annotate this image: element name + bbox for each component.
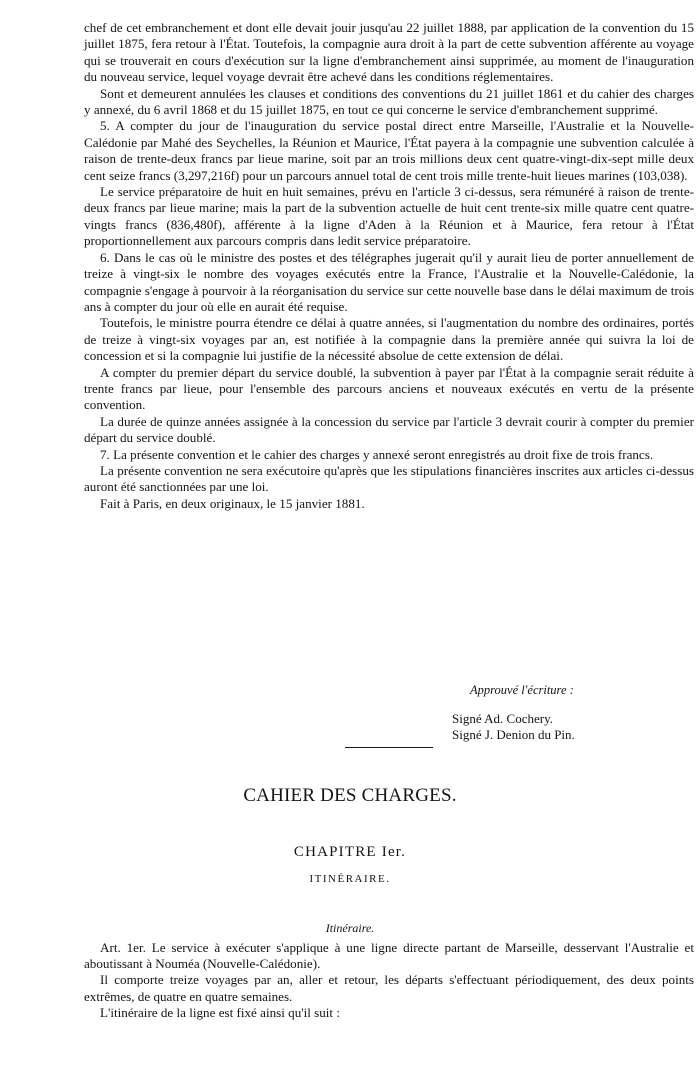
paragraph: Il comporte treize voyages par an, aller et retour, les départs s'effectuant périodiquement, des deux points extrêmes, de quatre en quatre semaines.	[84, 972, 694, 1004]
convention-text	[84, 20, 694, 512]
chapter-heading: CHAPITRE Ier.	[293, 844, 407, 860]
paragraph: Toutefois, le ministre pourra étendre ce délai à quatre années, si l'augmentation du nombre des ordinaires, portés de treize à vingt-six voyages par an, est notifiée à la compagnie dans la première année qui suivra la loi de concession et si la compagnie lui justifie de la nécessité absolue de cette extension de délai.	[84, 315, 694, 364]
paragraph-article-5: 5. A compter du jour de l'inauguration du service postal direct entre Marseille, l'Australie et la Nouvelle-Calédonie par Mahé des Seychelles, la Réunion et Maurice, l'État payera à la compagnie une subvention calculée à raison de trente-deux francs par lieue marine, soit par an trois millions deux cent quatre-vingt-dix-sept mille deux cent seize francs (3,297,216f) pour un parcours annuel total de cent trois mille trente-huit lieues marines (103,038).	[84, 118, 694, 183]
approval-note: Approuvé l'écriture :	[470, 683, 574, 697]
paragraph: L'itinéraire de la ligne est fixé ainsi qu'il suit :	[100, 1004, 340, 1020]
subsection-heading: Itinéraire.	[325, 921, 375, 935]
paragraph: A compter du premier départ du service doublé, la subvention à payer par l'État à la compagnie serait réduite à trente francs par lieue, pour l'ensemble des parcours anciens et nouveaux exécutés en vertu de la présente convention.	[84, 364, 694, 413]
paragraph: chef de cet embranchement et dont elle devait jouir jusqu'au 22 juillet 1888, par application de la convention du 15 juillet 1875, fera retour à l'État. Toutefois, la compagnie aura droit à la part de cette subvention afférente au voyage qui se trouverait en cours d'exécution sur la ligne d'embranchement ainsi supprimée, au moment de l'inauguration du nouveau service, lequel voyage devrait être achevé dans les conditions réglementaires.	[84, 20, 694, 85]
paragraph-article-7: 7. La présente convention et le cahier des charges y annexé seront enregistrés au droit fixe de trois francs.	[100, 446, 654, 462]
paragraph-article-1: Art. 1er. Le service à exécuter s'applique à une ligne directe partant de Marseille, desservant l'Australie et aboutissant à Nouméa (Nouvelle-Calédonie).	[84, 940, 694, 972]
paragraph: La durée de quinze années assignée à la concession du service par l'article 3 devrait courir à compter du premier départ du service doublé.	[84, 413, 694, 446]
article-1-text	[84, 940, 694, 1021]
paragraph-article-6: 6. Dans le cas où le ministre des postes et des télégraphes jugerait qu'il y aurait lieu de porter annuellement de treize à vingt-six le nombre des voyages exécutés entre la France, l'Australie et la Nouvelle-Calédonie, la compagnie s'engage à pourvoir à la réorganisation du service sur cette nouvelle base dans le délai maximum de trois ans à compter du jour où elle en aurait été requise.	[84, 249, 694, 314]
paragraph: Sont et demeurent annulées les clauses et conditions des conventions du 21 juillet 1861 et du cahier des charges y annexé, du 6 avril 1868 et du 15 juillet 1875, en tout ce qui concerne le service d'embranchement supprimé.	[84, 85, 694, 118]
chapter-subtitle: ITINÉRAIRE.	[309, 873, 391, 885]
signature-cochery: Signé Ad. Cochery.	[452, 711, 553, 726]
divider	[345, 747, 433, 748]
signature-denion: Signé J. Denion du Pin.	[452, 727, 575, 742]
section-title: CAHIER DES CHARGES.	[243, 785, 457, 806]
paragraph: Le service préparatoire de huit en huit semaines, prévu en l'article 3 ci-dessus, sera rémunéré à raison de trente-deux francs par lieue marine; mais la part de la subvention actuelle de huit cent trente-six mille quatre cent quatre-vingts francs (836,480f), afférente à la ligne d'Aden à la Réunion et à Maurice, fera retour à l'État proportionnellement aux parcours compris dans ledit service préparatoire.	[84, 184, 694, 249]
date-line: Fait à Paris, en deux originaux, le 15 janvier 1881.	[100, 495, 365, 511]
paragraph: La présente convention ne sera exécutoire qu'après que les stipulations financières inscrites aux articles ci-dessus auront été sanctionnées par une loi.	[84, 462, 694, 495]
